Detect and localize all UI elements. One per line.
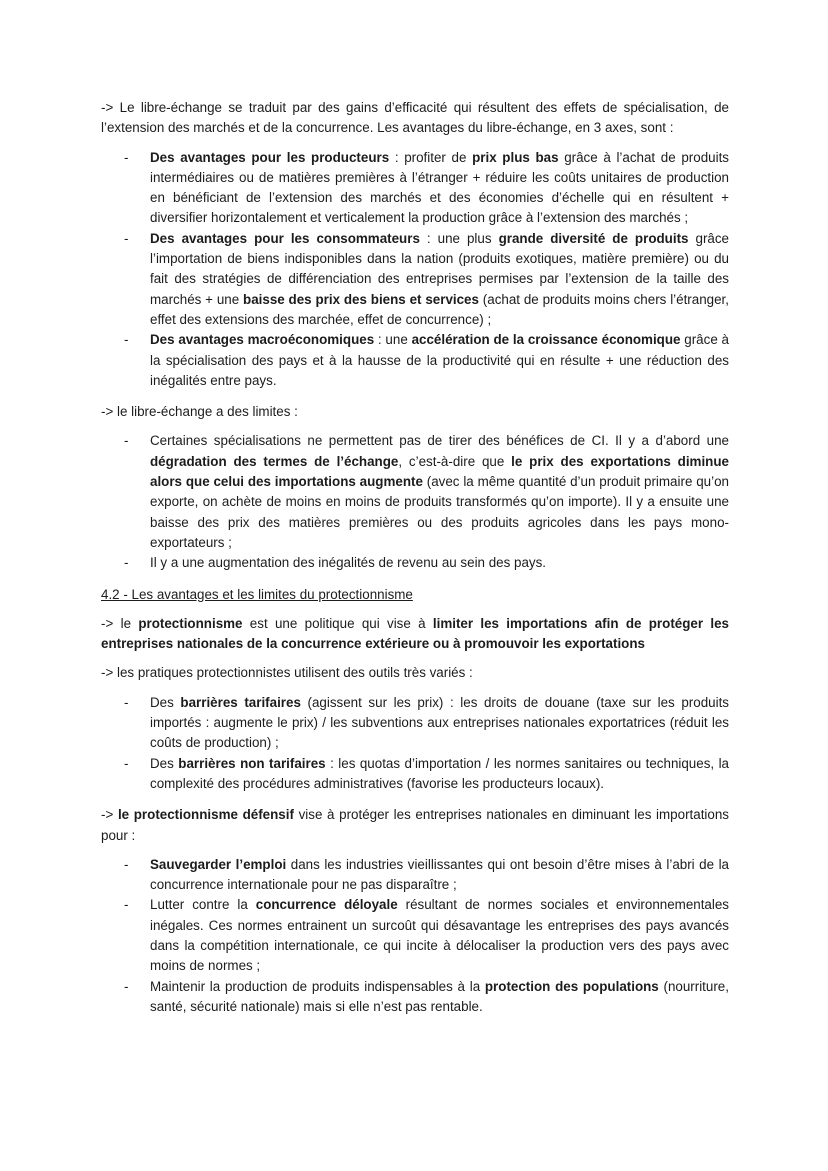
bold-text: dégradation des termes de l’échange [150, 453, 399, 469]
list-item [150, 895, 729, 976]
text-run: Maintenir la production de produits indispensables à la [150, 978, 485, 994]
bold-text: Sauvegarder l’emploi [150, 856, 287, 872]
text-run: (nourriture, santé, sécurité nationale) mais si elle n’est pas rentable. [150, 978, 729, 1014]
paragraph [101, 805, 729, 846]
bold-text: accélération de la croissance économique [411, 332, 681, 348]
text-run: -> le libre-échange a des limites : [101, 404, 298, 420]
text-run: est une politique qui vise à [242, 615, 433, 631]
bold-text: le protectionnisme défensif [117, 807, 294, 823]
text-run: Il y a une augmentation des inégalités de revenu au sein des pays. [150, 555, 547, 571]
paragraph [101, 98, 729, 139]
text-run: Certaines spécialisations ne permettent pas de tirer des bénéfices de CI. Il y a d’abord une [150, 433, 729, 449]
dash-list [101, 693, 729, 794]
text-run: grâce à la spécialisation des pays et à la hausse de la productivité qui en résulte + une réduction des inégalités entre pays. [150, 332, 729, 388]
bold-text: le prix des exportations diminue alors que celui des importations augmente [150, 453, 729, 490]
text-run: -> le [101, 615, 139, 631]
text-run: grâce à l’achat de produits intermédiaires ou de matières premières à l’étranger + réduire les coûts unitaires de production en bénéficiant de l’extension des marchés et des économies d’échelle qui en résultent + diversifier horizontalement et verticalement la production grâce à l’extension des marchés ; [150, 149, 729, 226]
list-item [150, 330, 729, 391]
text-run: (agissent sur les prix) : les droits de douane (taxe sur les produits importés : augmente le prix) / les subventions aux entreprises nationales exportatrices (réduit les coûts de production) ; [150, 694, 729, 751]
text-run: -> Le libre-échange se traduit par des gains d’efficacité qui résultent des effets de spécialisation, de l’extension des marchés et de la concurrence. Les avantages du libre-échange, en 3 axes, sont : [101, 100, 729, 136]
dash-list [101, 148, 729, 392]
list-item [150, 693, 729, 754]
bold-text: prix plus bas [472, 149, 559, 165]
paragraph [101, 402, 729, 422]
paragraph [101, 663, 729, 683]
text-run: : une plus [419, 230, 499, 246]
list-item [150, 553, 729, 573]
list-item [150, 229, 729, 330]
text-run: dans les industries vieillissantes qui ont besoin d’être mises à l’abri de la concurrence internationale pour ne pas disparaître ; [150, 856, 729, 893]
text-run: Des [150, 694, 181, 710]
text-run: résultant de normes sociales et environnementales inégales. Ces normes entrainent un surcoût qui désavantage les entreprises des pays avancés dans la compétition internationale, ce qui incite à délocaliser la production vers des pays avec moins de normes ; [150, 897, 729, 974]
bold-text: Des avantages pour les consommateurs [150, 230, 420, 246]
text-run: vise à protéger les entreprises nationales en diminuant les importations pour : [101, 807, 729, 843]
bold-text: barrières non tarifaires [178, 755, 326, 771]
bold-text: limiter les importations afin de protéger les entreprises nationales de la concurrence extérieure ou à promouvoir les exportations [101, 615, 729, 652]
text-run: Des [150, 755, 179, 771]
dash-list [101, 431, 729, 573]
paragraph [101, 614, 729, 655]
bold-text: barrières tarifaires [180, 694, 301, 710]
text-run: -> [101, 807, 118, 823]
bold-text: Des avantages macroéconomiques [150, 332, 375, 348]
text-run: (avec la même quantité d’un produit primaire qu’on exporte, on achète de moins en moins de produits transformés qu’on importe). Il y a ensuite une baisse des prix des matières premières ou des produits agricoles dans les pays mono-exportateurs ; [150, 474, 729, 550]
text-run: , c’est-à-dire que [398, 453, 512, 469]
text-run: grâce l’importation de biens indisponibles dans la nation (produits exotiques, matière première) ou du fait des stratégies de différenciation des entreprises permises par l’extension de la taille des marchés + une [150, 230, 730, 307]
list-item [150, 431, 729, 553]
text-run: 4.2 - Les avantages et les limites du protectionnisme [101, 586, 413, 602]
text-run: : une [374, 332, 412, 348]
bold-text: grande diversité de produits [498, 230, 689, 246]
bold-text: baisse des prix des biens et services [243, 291, 479, 307]
list-item [150, 855, 729, 896]
bold-text: protection des populations [484, 978, 659, 994]
text-run: Lutter contre la [150, 897, 256, 913]
section-heading [101, 585, 729, 605]
list-item [150, 977, 729, 1018]
text-run: -> les pratiques protectionnistes utilisent des outils très variés : [101, 665, 473, 681]
bold-text: Des avantages pour les producteurs [150, 149, 390, 165]
text-run: : profiter de [389, 149, 473, 165]
text-run: : les quotas d’importation / les normes sanitaires ou techniques, la complexité des procédures administratives (favorise les producteurs locaux). [150, 755, 730, 791]
dash-list [101, 855, 729, 1017]
bold-text: concurrence déloyale [255, 897, 398, 913]
bold-text: protectionnisme [138, 615, 243, 631]
list-item [150, 754, 729, 795]
text-run: (achat de produits moins chers l’étranger, effet des extensions des marchée, effet de concurrence) ; [150, 291, 730, 327]
list-item [150, 148, 729, 229]
